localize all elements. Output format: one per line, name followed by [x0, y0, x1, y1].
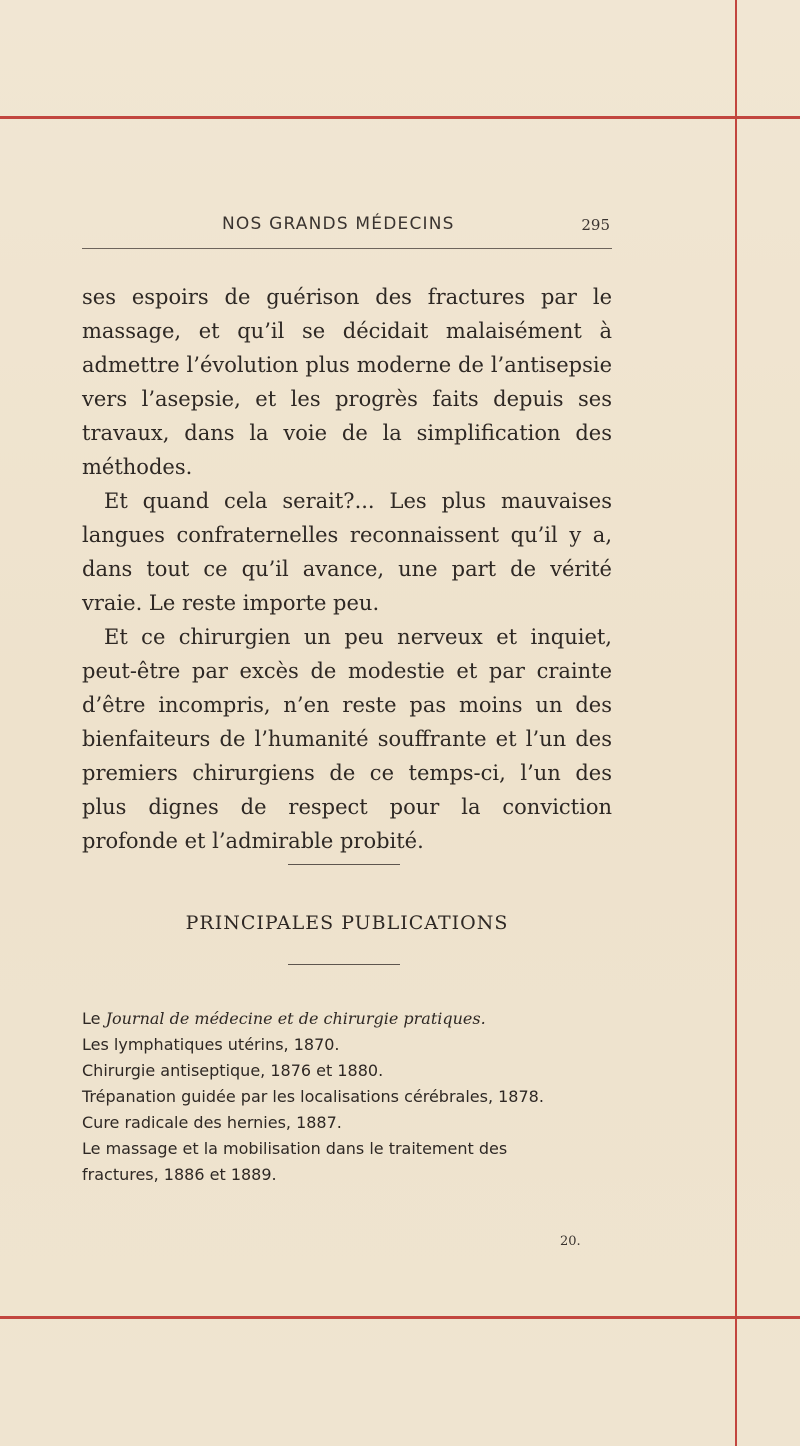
- publication-item: fractures, 1886 et 1889.: [82, 1165, 277, 1184]
- page-header: [82, 210, 612, 250]
- page-number: 295: [581, 216, 610, 234]
- publication-item: Cure radicale des hernies, 1887.: [82, 1113, 342, 1132]
- running-title: NOS GRANDS MÉDECINS: [222, 214, 455, 234]
- paragraph: Et quand cela serait?... Les plus mauvaises langues confraternelles reconnaissent qu’il y a, dans tout ce qu’il avance, une part de vérité vraie. Le reste importe peu.: [82, 489, 612, 615]
- section-heading: PRINCIPALES PUBLICATIONS: [185, 912, 509, 934]
- publication-prefix: Le: [82, 1009, 101, 1028]
- section-rule-bottom: [288, 964, 400, 965]
- signature-mark: 20.: [560, 1234, 581, 1249]
- bottom-red-border: [0, 1316, 800, 1319]
- publication-item: Chirurgie antiseptique, 1876 et 1880.: [82, 1061, 384, 1080]
- publication-item: [82, 1006, 612, 1032]
- publication-item: Trépanation guidée par les localisations cérébrales, 1878.: [82, 1087, 544, 1106]
- right-red-border: [735, 0, 737, 1446]
- publication-title: Journal de médecine et de chirurgie pratiques.: [105, 1009, 486, 1028]
- publication-item: Le massage et la mobilisation dans le traitement des: [82, 1139, 508, 1158]
- top-red-border: [0, 116, 800, 119]
- section-rule-top: [288, 864, 400, 865]
- publication-item: Les lymphatiques utérins, 1870.: [82, 1035, 340, 1054]
- body-text: [82, 280, 612, 858]
- paragraph: Et ce chirurgien un peu nerveux et inquiet, peut-être par excès de modestie et par crainte d’être incompris, n’en reste pas moins un des bienfaiteurs de l’humanité souffrante et l’un des premiers chirurgiens de ce temps-ci, l’un des plus dignes de respect pour la conviction profonde et l’admirable probité.: [82, 625, 612, 853]
- publications-list: [82, 1006, 612, 1188]
- header-rule: [82, 248, 612, 249]
- paragraph: ses espoirs de guérison des fractures par le massage, et qu’il se décidait malaisément à admettre l’évolution plus moderne de l’antisepsie vers l’asepsie, et les progrès faits depuis ses travaux, dans la voie de la simplification des méthodes.: [82, 285, 612, 479]
